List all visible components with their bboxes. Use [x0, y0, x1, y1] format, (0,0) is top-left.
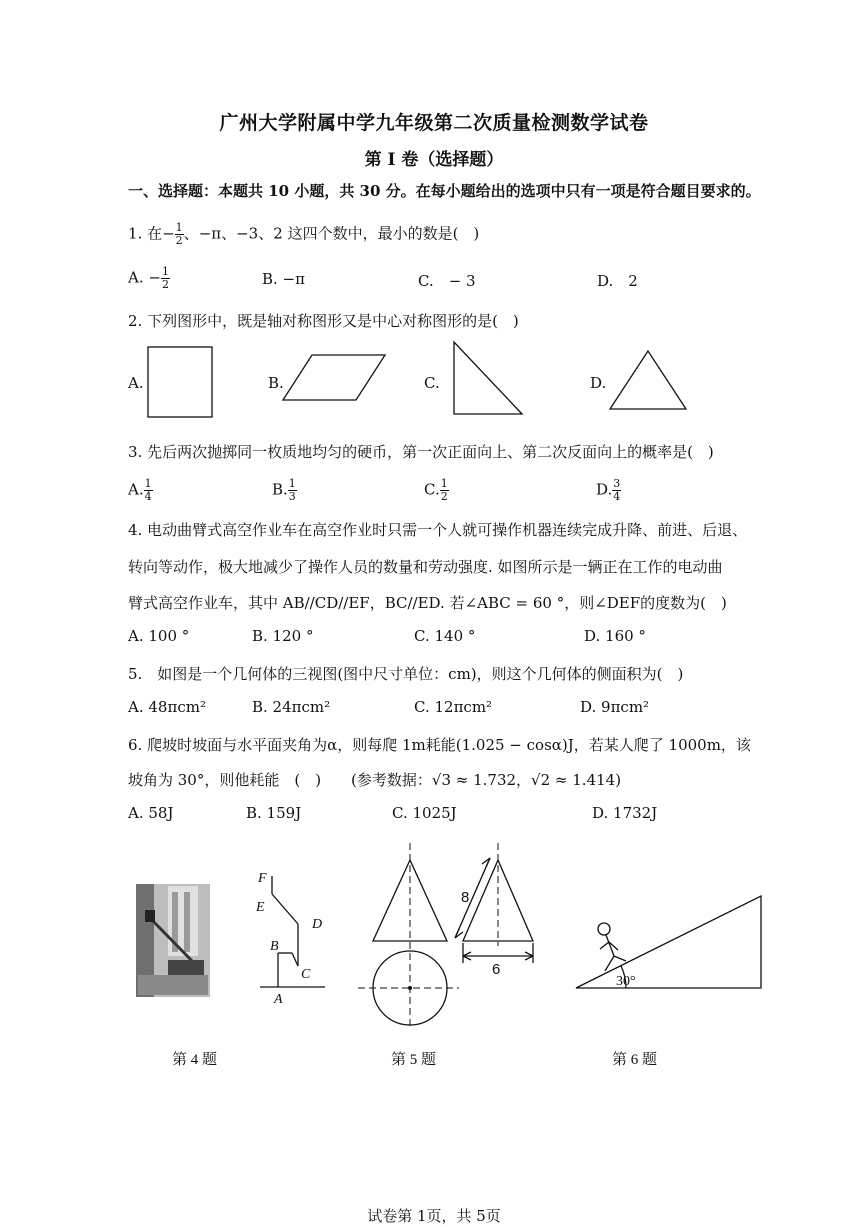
fig6-angle-label: 30° [616, 974, 636, 989]
fig4-label-f: F [258, 871, 267, 886]
fig5-three-views [358, 843, 533, 1028]
circle-center-dot [408, 986, 412, 990]
q1-suffix: 这四个数中，最小的数是( ) [287, 224, 480, 243]
section-heading: 一、选择题：本题共 10 小题，共 30 分。在每小题给出的选项中只有一项是符合题目要求的。 [128, 182, 761, 200]
exam-title: 广州大学附属中学九年级第二次质量检测数学试卷 [219, 112, 649, 134]
fig4-label-c: C [301, 967, 311, 982]
q5-option-a[interactable]: A. 48πcm² [128, 698, 206, 716]
q6-option-b[interactable]: B. 159J [246, 804, 302, 822]
q3-option-a[interactable]: A. $\frac{1}{4}$ [128, 477, 152, 503]
part-subtitle: 第 I 卷（选择题） [364, 150, 504, 170]
question-4-line-1: 4. 电动曲臂式高空作业车在高空作业时只需一个人就可操作机器连续完成升降、前进、后退、 [128, 521, 748, 539]
fig5-base-label: 6 [492, 961, 501, 978]
slope-triangle [576, 896, 761, 988]
q1-prefix: 1. 在 [128, 224, 163, 243]
question-2: 2. 下列图形中，既是轴对称图形又是中心对称图形的是( ) [128, 312, 519, 330]
q3-option-c[interactable]: C. $\frac{1}{2}$ [424, 477, 448, 503]
caption-fig4: 第 4 题 [172, 1052, 218, 1068]
q5-option-b[interactable]: B. 24πcm² [252, 698, 331, 716]
q6-option-c[interactable]: C. 1025J [392, 804, 457, 822]
q3-option-b[interactable]: B. $\frac{1}{3}$ [272, 477, 296, 503]
question-3: 3. 先后两次抛掷同一枚质地均匀的硬币，第一次正面向上、第二次反面向上的概率是( ) [128, 443, 714, 461]
question-4-line-2: 转向等动作，极大地减少了操作人员的数量和劳动强度. 如图所示是一辆正在工作的电动曲 [128, 558, 723, 576]
q1-option-c[interactable]: C. − 3 [418, 272, 476, 290]
q6-option-a[interactable]: A. 58J [128, 804, 174, 822]
question-5: 5. 如图是一个几何体的三视图(图中尺寸单位：cm)，则这个几何体的侧面积为( ) [128, 665, 684, 683]
fig5-slant-label: 8 [461, 889, 470, 906]
q2-option-a[interactable]: A. [128, 374, 144, 392]
question-1: 1. 在− $\frac{1}{2}$ 、−π、−3、2 这四个数中，最小的数是( ) [128, 221, 480, 247]
fig4-label-e: E [256, 900, 265, 915]
question-6-line-1: 6. 爬坡时坡面与水平面夹角为α，则每爬 1m耗能(1.025 − cosα)J，若某人爬了 1000m，该 [128, 736, 751, 754]
question-6-line-2: 坡角为 30°，则他耗能 ( ) (参考数据：√3 ≈ 1.732，√2 ≈ 1.414) [128, 771, 622, 789]
q1-option-b[interactable]: B. −π [262, 270, 305, 288]
q1-option-a[interactable]: A. − $\frac{1}{2}$ [128, 265, 169, 291]
q3-option-d[interactable]: D. $\frac{3}{4}$ [596, 477, 621, 503]
question-4-line-3: 臂式高空作业车，其中 AB//CD//EF，BC//ED. 若∠ABC = 60 °，则∠DEF的度数为( ) [128, 594, 727, 612]
q4-option-b[interactable]: B. 120 ° [252, 627, 314, 645]
q4-option-a[interactable]: A. 100 ° [128, 627, 190, 645]
q2-option-b[interactable]: B. [268, 374, 284, 392]
caption-fig5: 第 5 题 [391, 1052, 437, 1068]
climber-head [598, 923, 610, 935]
fig4-label-d: D [312, 917, 323, 932]
q2-option-d[interactable]: D. [590, 374, 607, 392]
fig6-slope [576, 896, 761, 988]
fig4-label-a: A [274, 992, 283, 1007]
q1-fraction: $\frac{1}{2}$ [175, 221, 183, 247]
q6-option-d[interactable]: D. 1732J [592, 804, 658, 822]
fig4-label-b: B [270, 939, 279, 954]
q5-option-d[interactable]: D. 9πcm² [580, 698, 650, 716]
caption-fig6: 第 6 题 [612, 1052, 658, 1068]
page-footer: 试卷第 1页，共 5页 [367, 1207, 501, 1225]
q1-option-d[interactable]: D. 2 [597, 272, 638, 290]
q2-option-c[interactable]: C. [424, 374, 440, 392]
q1-numbers: −π、−3、2 [198, 224, 283, 243]
q5-option-c[interactable]: C. 12πcm² [414, 698, 493, 716]
q4-option-d[interactable]: D. 160 ° [584, 627, 646, 645]
aerial-work-platform-photo [136, 884, 210, 997]
q4-option-c[interactable]: C. 140 ° [414, 627, 476, 645]
